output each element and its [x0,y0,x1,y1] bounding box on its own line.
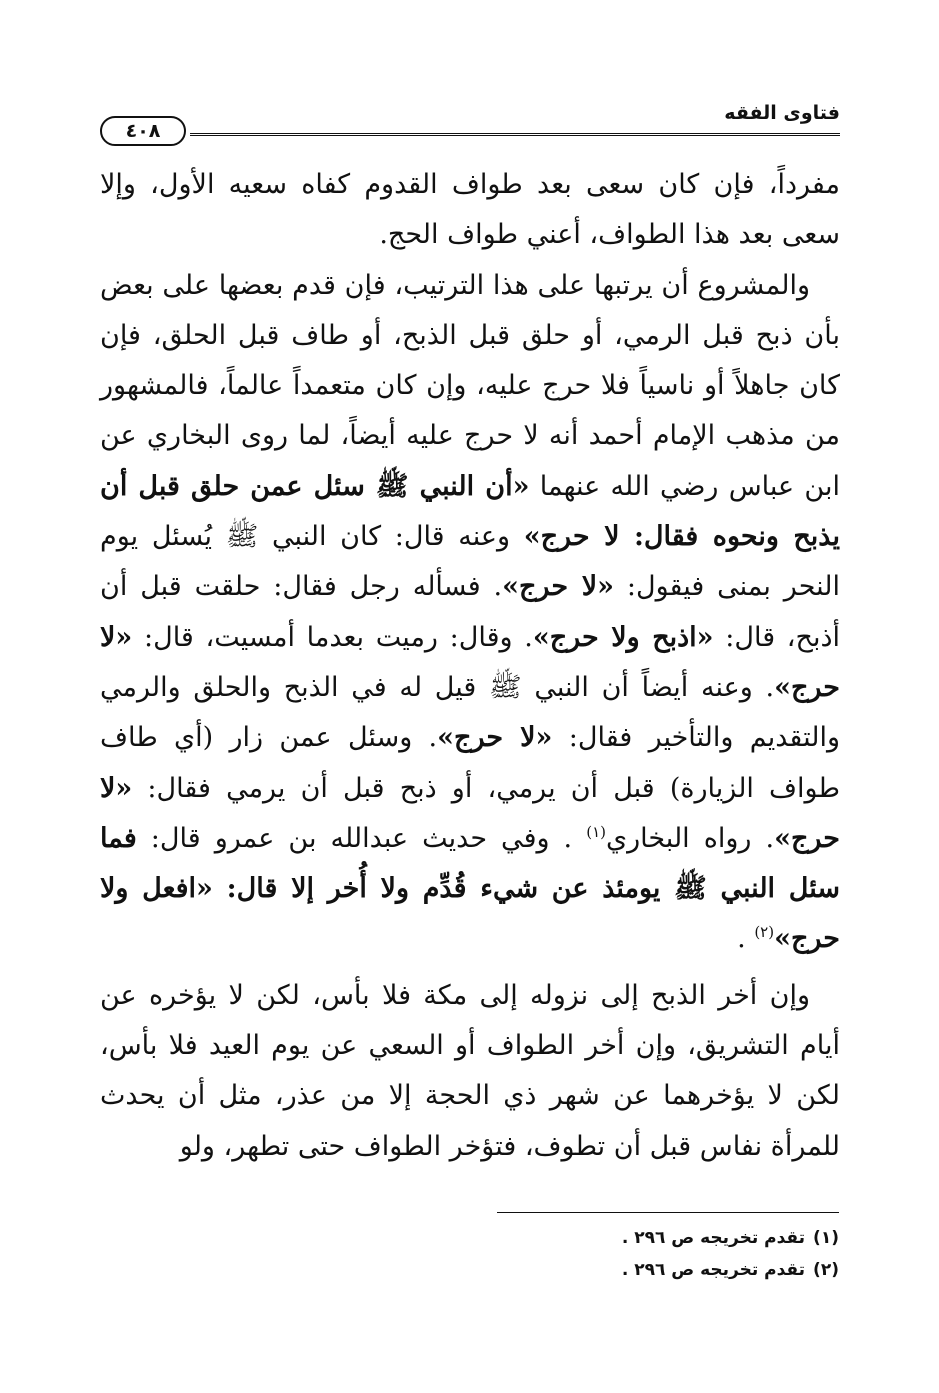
running-title: فتاوى الفقه [724,102,840,124]
p2-hadith-4: «لا حرج» [100,621,840,703]
p2-c: وعنه قال: كان النبي ﷺ يُسئل يوم النحر بمنى فيقول: [100,521,840,603]
footnote-1-text: تقدم تخريجه ص ٢٩٦ . [621,1228,806,1248]
footnote-2 [99,1254,839,1286]
main-text [100,160,840,1172]
page-number: ٤٠٨ [100,116,186,146]
p2-hadith-7: فما سئل النبي ﷺ يومئذ عن شيء قُدِّم ولا أُخر إلا قال: «افعل ولا حرج» [100,822,840,955]
p2-e: . فسأله رجل فقال: حلقت قبل أن أذبح، قال: [100,571,840,653]
footnote-1-number: (١) [813,1228,839,1248]
paragraph-2 [100,261,840,965]
p2-a: والمشروع أن يرتبها على هذا الترتيب، فإن قدم بعضها على بعض بأن ذبح قبل الرمي، أو حلق قبل الذبح، أو طاف قبل الحلق، فإن كان جاهلاً أو ناسياً فلا حرج عليه، وإن كان متعمداً عالماً، فالمشهور من مذهب الإمام أحمد أنه لا حرج عليه أيضاً، لما روى البخاري عن ابن عباس رضي الله عنهما [100,269,841,502]
paragraph-1-text: مفرداً، فإن كان سعى بعد طواف القدوم كفاه سعيه الأول، وإلا سعى بعد هذا الطواف، أعني طواف الحج. [100,169,840,251]
paragraph-1 [100,160,840,261]
footnote-ref-2: (٢) [754,923,775,942]
footnote-separator [497,1212,839,1213]
footnote-ref-1: (١) [586,822,606,841]
page-header [100,96,840,140]
paragraph-3-text: وإن أخر الذبح إلى نزوله إلى مكة فلا بأس، لكن لا يؤخره عن أيام التشريق، وإن أخر الطواف أو السعي عن يوم العيد فلا بأس، لكن لا يؤخرهما عن شهر ذي الحجة إلا من عذر، مثل أن يحدث للمرأة نفاس قبل أن تطوف، فتؤخر الطواف حتى تطهر، ولو [100,979,840,1162]
footnote-2-text: تقدم تخريجه ص ٢٩٦ . [621,1260,806,1280]
header-rule [190,133,840,136]
p2-hadith-1: «أن النبي ﷺ سئل عمن حلق قبل أن يذبح ونحوه فقال: لا حرج» [100,470,840,553]
p2-hadith-2: «لا حرج» [502,571,614,603]
p2-m: . رواه البخاري [605,822,775,854]
footnote-2-number: (٢) [813,1260,839,1280]
p2-n: . وفي حديث عبدالله بن عمرو قال: [136,822,587,854]
p2-p: . [737,923,755,955]
paragraph-3 [100,971,840,1172]
p2-hadith-6: «لا حرج» [100,772,840,854]
p2-hadith-5: «لا حرج» [437,722,553,754]
p2-k: . وسئل عمن زار (أي طاف طواف الزيارة) قبل أن يرمي، أو ذبح قبل أن يرمي فقال: [100,722,840,804]
p2-g: . وقال: رميت بعدما أمسيت، قال: [132,621,533,653]
footnotes [99,1222,839,1286]
p2-i: . وعنه أيضاً أن النبي ﷺ قيل له في الذبح والحلق والرمي والتقديم والتأخير فقال: [100,671,840,754]
footnote-1 [99,1222,839,1254]
p2-hadith-3: «اذبح ولا حرج» [532,621,714,653]
